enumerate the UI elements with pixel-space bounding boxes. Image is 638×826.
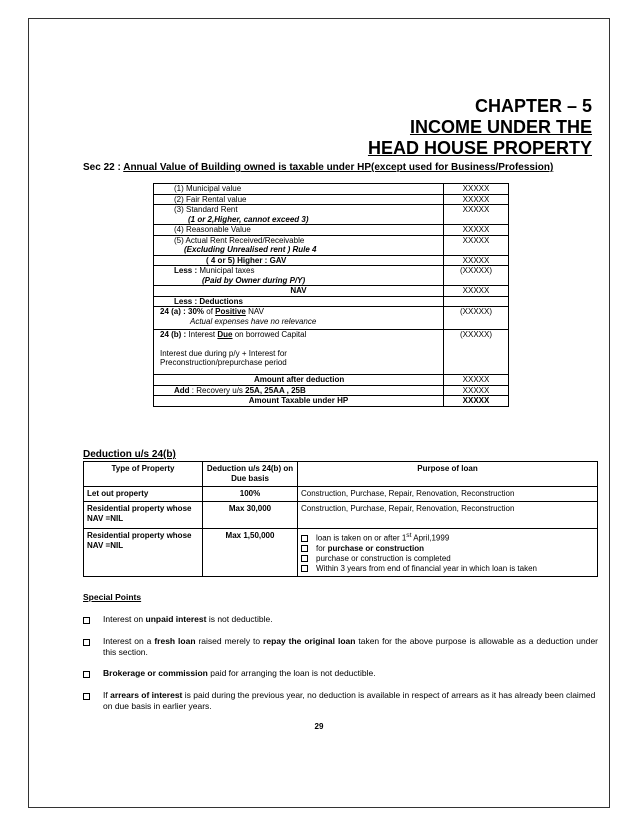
bullet-icon [301,545,308,552]
row-add-recovery: Add : Recovery u/s 25A, 25AA , 25B XXXXX [154,385,509,396]
table-row: Let out property 100% Construction, Purchase, Repair, Renovation, Reconstruction [84,487,598,502]
row-amount-taxable: Amount Taxable under HP XXXXX [154,396,509,407]
row-fair-rental: (2) Fair Rental value XXXXX [154,194,509,205]
deduction-table-header: Type of Property Deduction u/s 24(b) on Due basis Purpose of loan [84,462,598,487]
chapter-title-line2: HEAD HOUSE PROPERTY [367,138,592,158]
deduction-table [83,461,598,577]
row-standard-rent: (3) Standard Rent (1 or 2,Higher, cannot exceed 3) XXXXX [154,205,509,225]
purpose-bullets: loan is taken on or after 1st April,1999 for purchase or construction purchase or construction is completed Within 3 years from end of financial year in which loan is taken [298,529,598,577]
bullet-icon [301,565,308,572]
special-points-heading: Special Points [83,592,142,602]
bullet-icon [83,671,90,678]
section-22-line [83,162,553,173]
table-row: Residential property whose NAV =NIL Max 30,000 Construction, Purchase, Repair, Renovation, Reconstruction [84,502,598,529]
special-point: Interest on a fresh loan raised merely to repay the original loan taken for the above purpose is allowable as a deduction under this section. [83,636,598,658]
row-municipal-value: (1) Municipal value XXXXX [154,184,509,195]
row-less-deductions: Less : Deductions [154,296,509,307]
computation-table [153,183,509,407]
special-point: Brokerage or commission paid for arranging the loan is not deductible. [83,668,598,679]
row-24b: 24 (b) : Interest Due on borrowed Capital Interest due during p/y + Interest for Preconstruction/prepurchase period (XXXXX) [154,330,509,375]
special-point: If arrears of interest is paid during the previous year, no deduction is available in respect of arrears as it has already been claimed on due basis in earlier years. [83,690,598,712]
bullet-icon [83,639,90,646]
row-actual-rent: (5) Actual Rent Received/Receivable (Excluding Unrealised rent ) Rule 4 XXXXX [154,235,509,255]
row-nav: NAV XXXXX [154,286,509,297]
special-point: Interest on unpaid interest is not deductible. [83,614,598,625]
row-gav: ( 4 or 5) Higher : GAV XXXXX [154,255,509,266]
deduction-heading: Deduction u/s 24(b) [83,449,176,460]
chapter-title-line1: INCOME UNDER THE [409,117,592,137]
bullet-icon [301,555,308,562]
bullet-icon [301,535,308,542]
section-prefix: Sec 22 : [83,162,124,173]
row-less-municipal-taxes: Less : Municipal taxes (Paid by Owner during P/Y) (XXXXX) [154,266,509,286]
table-row: Residential property whose NAV =NIL Max 1,50,000 loan is taken on or after 1st April,1999 for purchase or construction purchase or construction is completed Within 3 years from end of financial year in which loan is taken [84,529,598,577]
bullet-icon [83,617,90,624]
page-number: 29 [314,722,324,731]
row-amount-after-deduction: Amount after deduction XXXXX [154,375,509,386]
chapter-number: CHAPTER – 5 [474,96,592,116]
bullet-icon [83,693,90,700]
row-24a: 24 (a) : 30% of Positive NAV Actual expenses have no relevance (XXXXX) [154,307,509,330]
row-reasonable-value: (4) Reasonable Value XXXXX [154,225,509,236]
section-text: Annual Value of Building owned is taxable under HP(except used for Business/Profession) [123,162,554,173]
